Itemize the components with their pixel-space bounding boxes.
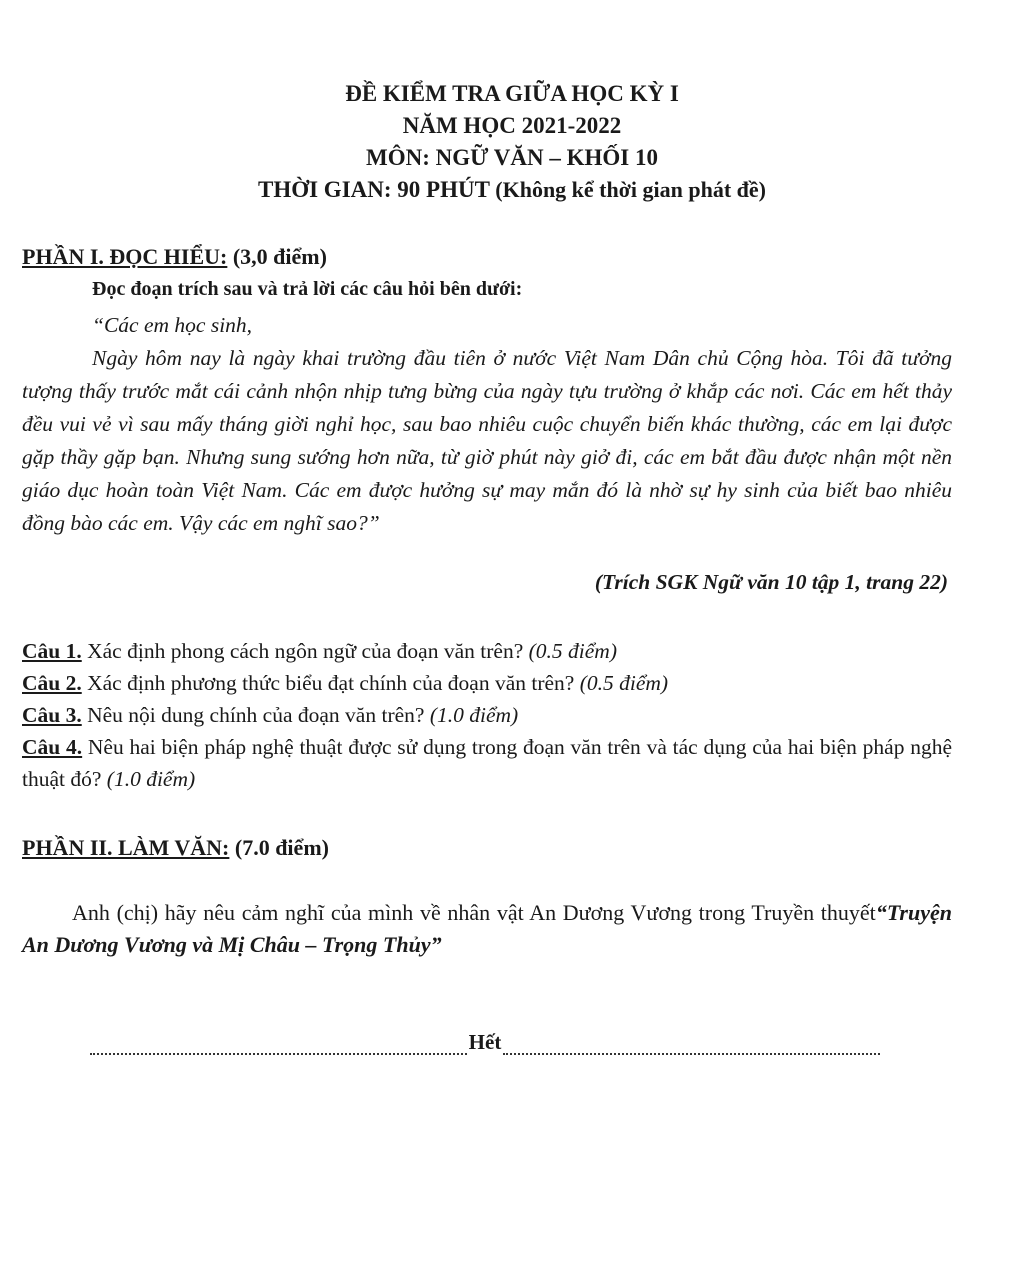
question-points: (0.5 điểm) [528,639,617,663]
duration-main: THỜI GIAN: 90 PHÚT [257,177,490,202]
school-year: NĂM HỌC 2021-2022 [402,113,622,138]
subject-grade: MÔN: NGỮ VĂN – KHỐI 10 [366,145,658,170]
part2-title-label: PHẦN II. LÀM VĂN: [22,835,230,860]
end-marker [90,1030,880,1055]
question-label: Câu 4. [22,735,83,759]
passage-body: Ngày hôm nay là ngày khai trường đầu tiên ở nước Việt Nam Dân chủ Cộng hòa. Tôi đã tưởng tượng thấy trước mắt cái cảnh nhộn nhịp tưng bừng của ngày tựu trường ở khắp các nơi. Các em hết thảy đều vui vẻ vì sau mấy tháng giời nghỉ học, sau bao nhiêu cuộc chuyển biến khác thường, các em lại được gặp thầy gặp bạn. Nhưng sung sướng hơn nữa, từ giờ phút này giở đi, các em bắt đầu được nhận một nền giáo dục hoàn toàn Việt Nam. Các em được hưởng sự may mắn đó là nhờ sự hy sinh của biết bao nhiêu đồng bào các em. Vậy các em nghĩ sao?” [22,346,952,535]
question-text: Nêu hai biện pháp nghệ thuật được sử dụng trong đoạn văn trên và tác dụng của hai biện pháp nghệ thuật đó? [22,735,953,791]
part2-title [22,835,329,861]
reading-instruction: Đọc đoạn trích sau và trả lời các câu hỏi bên dưới: [92,278,523,300]
question-points: (0.5 điểm) [579,671,669,695]
question-text: Xác định phương thức biểu đạt chính của đoạn văn trên? [81,671,580,695]
question-text: Nêu nội dung chính của đoạn văn trên? [81,703,430,727]
end-text: Hết [468,1030,502,1054]
part2-title-points: (7.0 điểm) [234,835,329,860]
question-text: Xác định phong cách ngôn ngữ của đoạn văn trên? [81,639,529,663]
dotted-leader-left [90,1033,467,1055]
exam-duration [0,174,1024,206]
question-points: (1.0 điểm) [429,703,519,727]
passage-source: (Trích SGK Ngữ văn 10 tập 1, trang 22) [594,570,948,594]
part1-title-points: (3,0 điểm) [232,244,327,269]
question-list [22,635,952,795]
dotted-leader-right [503,1033,880,1055]
essay-prompt [22,897,952,961]
question-label: Câu 2. [22,671,82,695]
essay-work-title: “Truyện An Dương Vương và Mị Châu – Trọng Thủy” [22,900,952,957]
question-label: Câu 3. [22,703,82,727]
part1-title-label: PHẦN I. ĐỌC HIỂU: [22,244,228,269]
duration-note: (Không kể thời gian phát đề) [495,177,767,202]
reading-passage [22,309,952,540]
question-item [22,635,952,667]
question-item [22,667,952,699]
exam-header [0,78,1024,206]
question-item [22,699,952,731]
exam-title: ĐỀ KIỂM TRA GIỮA HỌC KỲ I [345,81,679,106]
question-item [22,731,952,795]
part1-title [22,244,327,270]
question-label: Câu 1. [22,639,82,663]
passage-greeting: “Các em học sinh, [92,313,253,337]
essay-prompt-text: Anh (chị) hãy nêu cảm nghĩ của mình về nhân vật An Dương Vương trong Truyền thuyết [72,900,876,925]
question-points: (1.0 điểm) [106,767,196,791]
